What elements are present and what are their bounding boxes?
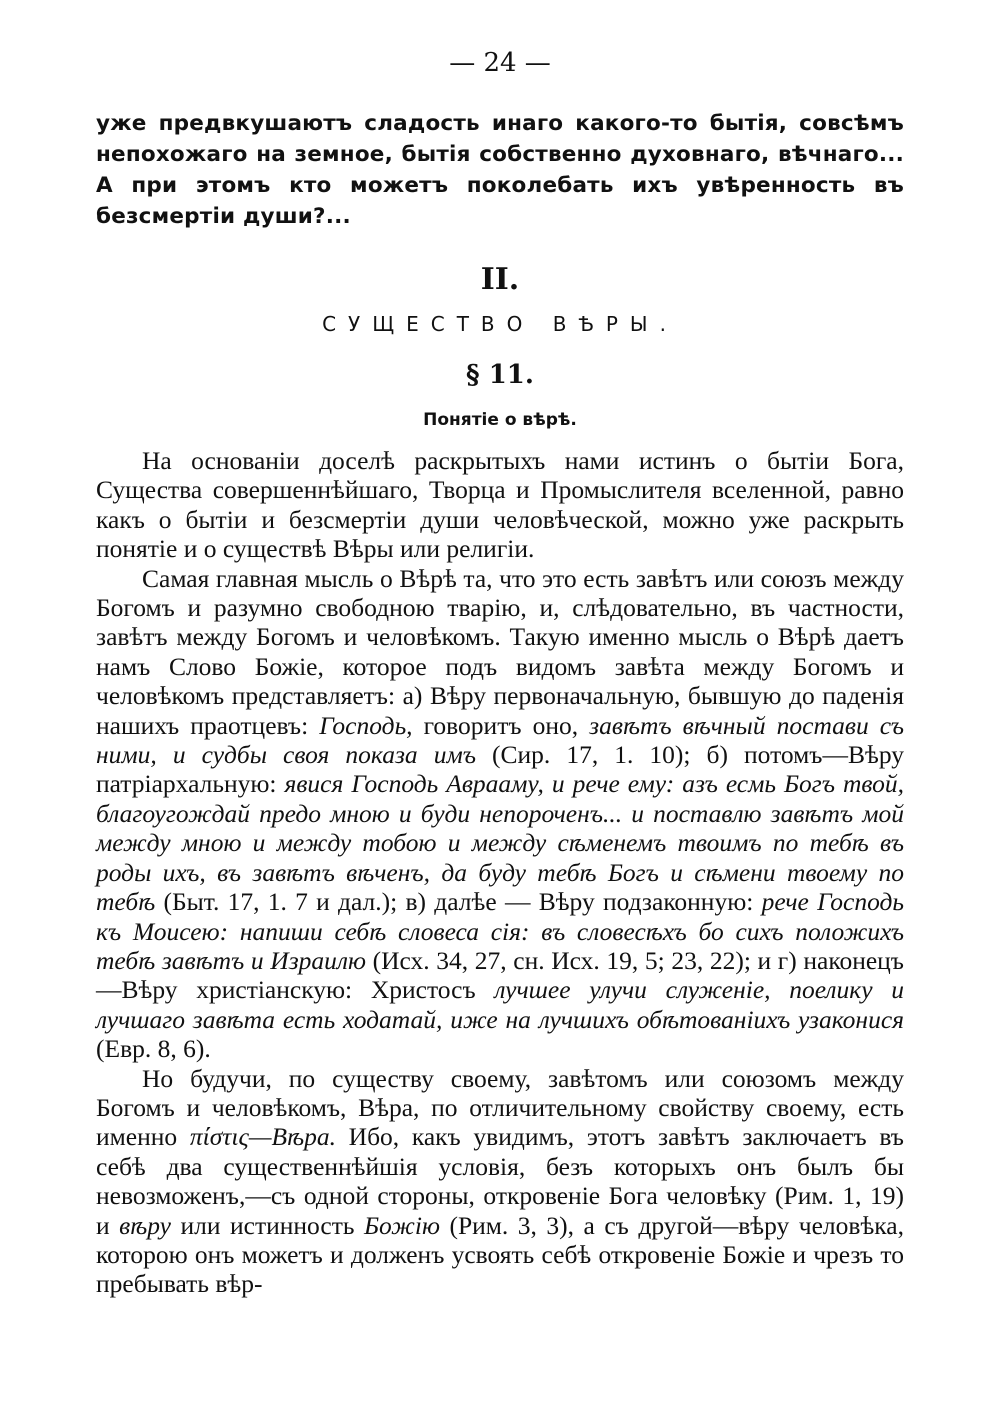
p3-emphasis-2: Божію [364,1210,440,1240]
paragraph-1: На основаніи доселѣ раскрытыхъ нами истинъ о бытіи Бога, Существа совершеннѣйшаго, Творца и Промыслителя вселенной, равно какъ о бытіи и безсмертіи души человѣческой, можно уже раскрыть понятіе и о существѣ Вѣры или религіи. [96,446,904,564]
p3-text-3: или истинность [170,1210,365,1240]
p3-emphasis-1: вѣру [119,1210,171,1240]
part-title: СУЩЕСТВО ВѢРЫ. [322,312,678,336]
p2-quote-4: рече Господь къ Моисею: напиши себѣ словеса сія: въ словесѣхъ бо сихъ положихъ тебѣ завѣтъ и Израилю [96,887,905,975]
paragraph-2 [96,564,904,1064]
p3-greek-term: πίστις—Вѣра. [189,1122,336,1152]
page-number: — 24 — [449,48,551,78]
p2-text-2: говоритъ оно, [412,710,590,740]
section-number: § 11. [466,360,534,390]
p2-text-4: (Быт. 17, 1. 7 и дал.); в) далѣе — Вѣру подзаконную: [155,887,762,917]
p2-quote-1: Господь, [319,710,413,740]
p3-text-4: (Рим. 3, 3), а съ другой—вѣру человѣка, которою онъ можетъ и долженъ усвоять себѣ откровеніе Божіе и чрезъ то пребывать вѣр- [96,1210,904,1299]
p2-text-5: (Исх. 34, 27, сн. Исх. 19, 5; 23, 22); и г) наконецъ—Вѣру христіанскую: Христосъ [96,945,904,1005]
p2-text-1: Самая главная мысль о Вѣрѣ та, что это есть завѣтъ или союзъ между Богомъ и разумно свободною тварію, и, слѣдовательно, въ частности, завѣтъ между Богомъ и человѣкомъ. Такую именно мысль о Вѣрѣ даетъ намъ Слово Божіе, которое подъ видомъ завѣта между Богомъ и человѣкомъ представляетъ: а) Вѣру первоначальную, бывшую до паденія нашихъ праотцевъ: [96,563,904,740]
p2-text-6: (Евр. 8, 6). [96,1034,211,1064]
p3-text-2: Ибо, какъ увидимъ, этотъ завѣтъ заключаетъ въ себѣ два существеннѣйшія условія, безъ которыхъ онъ былъ бы невозможенъ,—съ одной стороны, откровеніе Бога человѣку (Рим. 1, 19) и [96,1122,904,1240]
p2-text-3: (Сир. 17, 1. 10); б) потомъ—Вѣру патріархальную: [96,740,905,799]
paragraph-3 [96,1064,904,1299]
p2-quote-3: явися Господь Аврааму, и рече ему: азъ есмь Богъ твой, благоугождай предо мною и буди непороченъ... и поставлю завѣтъ мой между мною и между тобою и между сѣменемъ твоимъ по тебѣ въ роды ихъ, въ завѣтъ вѣченъ, да буду тебѣ Богъ и сѣмени твоему по тебѣ [96,769,904,917]
body-text [96,446,904,1299]
p3-text-1: Но будучи, по существу своему, завѣтомъ или союзомъ между Богомъ и человѣкомъ, Вѣра, по отличительному свойству своему, есть именно [96,1063,904,1152]
section-title: Понятіе о вѣрѣ. [423,410,577,430]
part-number: II. [480,262,520,297]
p2-quote-5: лучшее улучи служеніе, поелику и лучшаго завѣта есть ходатай, иже на лучшихъ обѣтованіихъ узаконися [96,975,905,1034]
p2-quote-2: завѣтъ вѣчный постави съ ними, и судбы своя показа имъ [96,710,905,770]
continuation-paragraph: уже предвкушаютъ сладость инаго какого-то бытія, совсѣмъ непохожаго на земное, бытія собственно духовнаго, вѣчнаго... А при этомъ кто можетъ поколебать ихъ увѣренность въ безсмертіи души?... [96,111,904,229]
